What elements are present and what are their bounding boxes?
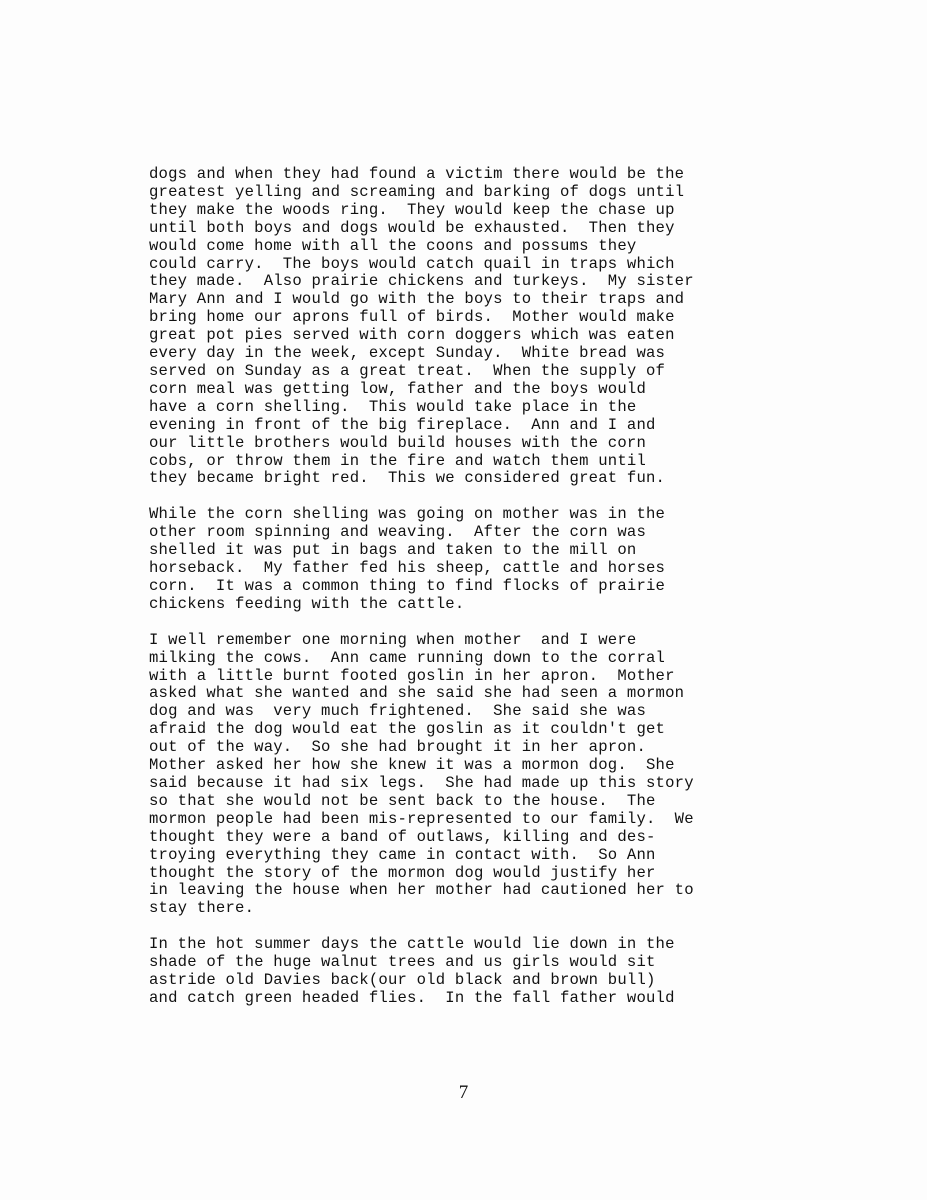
text-line: corn meal was getting low, father and the boys would — [149, 379, 647, 398]
text-line: other room spinning and weaving. After the corn was — [149, 523, 647, 542]
text-line: shelled it was put in bags and taken to the mill on — [149, 541, 637, 560]
paragraph-2 — [149, 506, 789, 613]
paragraph-4 — [149, 936, 789, 1008]
text-line: troying everything they came in contact with. So Ann — [149, 845, 656, 864]
text-line: Mary Ann and I would go with the boys to their traps and — [149, 290, 685, 309]
text-line: great pot pies served with corn doggers which was eaten — [149, 326, 675, 345]
text-line: said because it had six legs. She had made up this story — [149, 774, 694, 792]
text-line: cobs, or throw them in the fire and watch them until — [149, 451, 647, 470]
text-line: evening in front of the big fireplace. Ann and I and — [149, 415, 656, 434]
text-line: and catch green headed flies. In the fall father would — [149, 988, 675, 1007]
text-line: every day in the week, except Sunday. White bread was — [149, 344, 666, 363]
paragraph-3 — [149, 632, 789, 919]
text-line: milking the cows. Ann came running down to the corral — [149, 648, 666, 667]
text-line: astride old Davies back(our old black and brown bull) — [149, 971, 656, 990]
text-line: our little brothers would build houses with the corn — [149, 433, 647, 452]
text-line: I well remember one morning when mother and I were — [149, 630, 637, 649]
page-number: 7 — [458, 1082, 469, 1103]
text-line: asked what she wanted and she said she had seen a mormon — [149, 684, 685, 703]
text-line: dog and was very much frightened. She said she was — [149, 702, 647, 721]
text-line: until both boys and dogs would be exhausted. Then they — [149, 218, 675, 237]
text-line: with a little burnt footed goslin in her apron. Mother — [149, 666, 675, 685]
body-text — [149, 166, 789, 1026]
text-line: shade of the huge walnut trees and us girls would sit — [149, 953, 656, 972]
text-line: they became bright red. This we considered great fun. — [149, 469, 666, 488]
text-line: thought the story of the mormon dog would justify her — [149, 863, 656, 882]
text-line: they make the woods ring. They would keep the chase up — [149, 200, 675, 219]
text-line: greatest yelling and screaming and barking of dogs until — [149, 182, 685, 201]
text-line: afraid the dog would eat the goslin as it couldn't get — [149, 720, 666, 739]
text-line: would come home with all the coons and possums they — [149, 236, 637, 255]
text-line: thought they were a band of outlaws, killing and des- — [149, 827, 656, 846]
text-line: chickens feeding with the cattle. — [149, 594, 465, 613]
text-line: in leaving the house when her mother had cautioned her to — [149, 881, 694, 900]
text-line: served on Sunday as a great treat. When the supply of — [149, 361, 666, 380]
text-line: dogs and when they had found a victim there would be the — [149, 165, 685, 183]
text-line: In the hot summer days the cattle would lie down in the — [149, 935, 675, 954]
text-line: so that she would not be sent back to the house. The — [149, 791, 656, 810]
text-line: they made. Also prairie chickens and turkeys. My sister — [149, 272, 694, 291]
text-line: corn. It was a common thing to find flocks of prairie — [149, 576, 666, 595]
text-line: bring home our aprons full of birds. Mother would make — [149, 308, 675, 327]
text-line: stay there. — [149, 899, 255, 918]
text-line: Mother asked her how she knew it was a mormon dog. She — [149, 756, 675, 775]
text-line: out of the way. So she had brought it in her apron. — [149, 738, 647, 757]
paragraph-1 — [149, 166, 789, 488]
text-line: could carry. The boys would catch quail in traps which — [149, 254, 675, 273]
text-line: While the corn shelling was going on mother was in the — [149, 505, 666, 524]
text-line: have a corn shelling. This would take place in the — [149, 397, 637, 416]
text-line: horseback. My father fed his sheep, cattle and horses — [149, 559, 666, 578]
text-line: mormon people had been mis-represented to our family. We — [149, 809, 694, 828]
